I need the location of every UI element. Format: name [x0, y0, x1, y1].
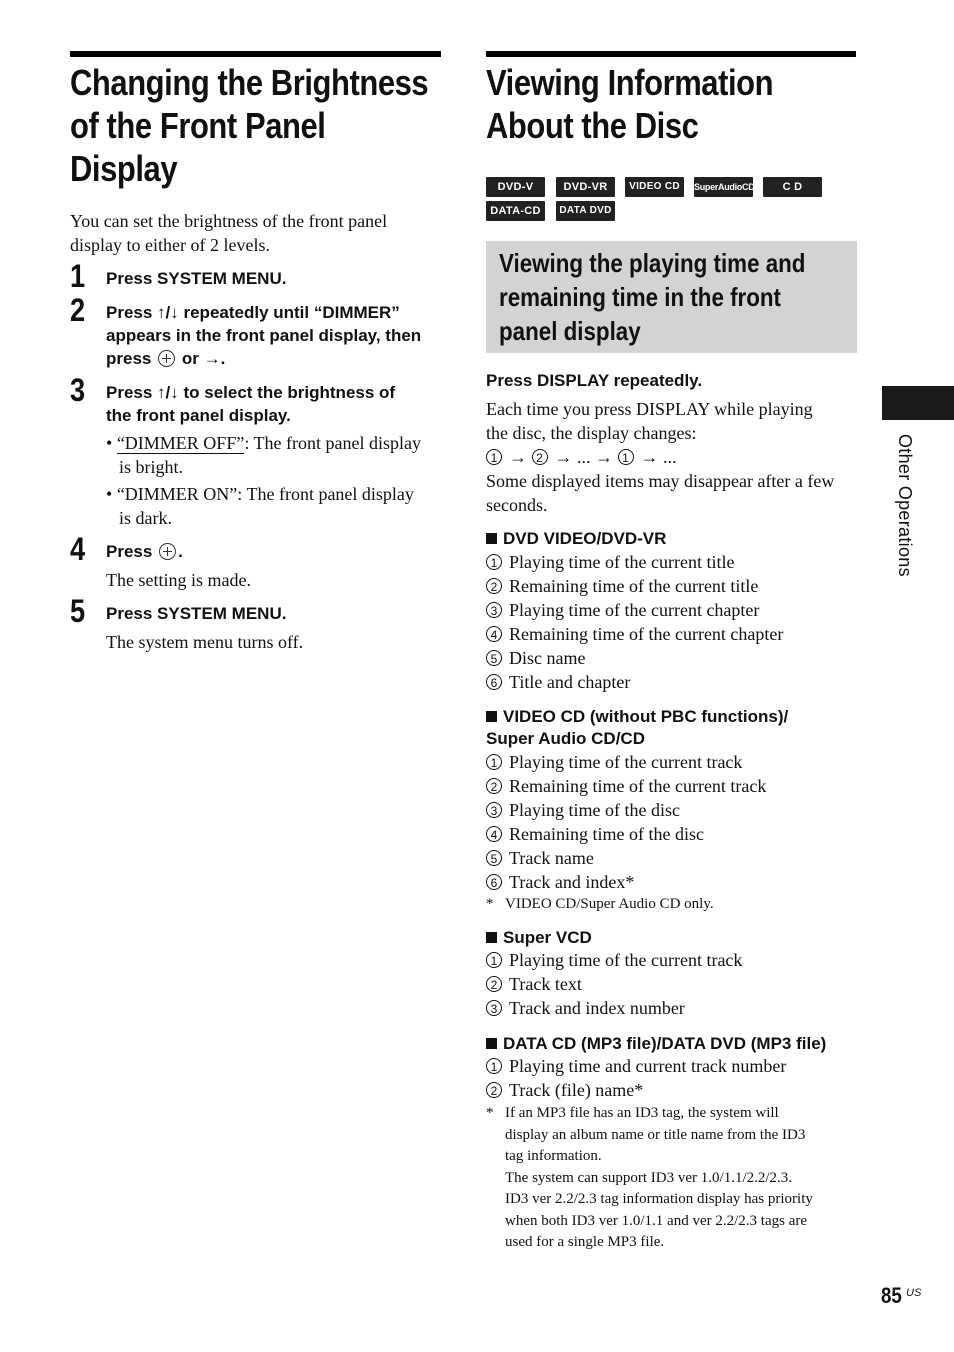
badge-video-cd: VIDEO CD: [625, 177, 684, 197]
badge-dvd-vr: DVD-VR: [556, 177, 615, 197]
list-item: 1 Playing time of the current track: [486, 751, 766, 775]
display-intro: Each time you press DISPLAY while playing the disc, the display changes: 1 → 2 → ... → 1 → ... Some displayed items may disappear after a few seconds.: [486, 399, 835, 515]
square-bullet-icon: [486, 711, 497, 722]
list-data-cd: [486, 1055, 786, 1103]
list-item: 1 Playing time and current track number: [486, 1055, 786, 1079]
right-page-title: Viewing Information About the Disc: [486, 62, 774, 146]
list-item: 3 Playing time of the current chapter: [486, 599, 783, 623]
step-4-number: 4: [70, 531, 86, 567]
list-dvd: [486, 551, 783, 694]
step-3-number: 3: [70, 372, 86, 408]
list-item: 5 Track name: [486, 847, 766, 871]
section-tab-marker: [882, 386, 954, 420]
footnote-data-cd: * If an MP3 file has an ID3 tag, the system will display an album name or title name from the ID3 tag information. The system can support ID3 ver 1.0/1.1/2.2/2.3. ID3 ver 2.2/2.3 tag information display has priority when both ID3 ver 1.0/1.1 and ver 2.2/2.3 tags are used for a single MP3 file.: [486, 1105, 813, 1250]
square-bullet-icon: [486, 1038, 497, 1049]
footnote-video-cd: * VIDEO CD/Super Audio CD only.: [486, 896, 714, 912]
section-heading-super-vcd: Super VCD: [486, 927, 592, 949]
left-title-rule: [70, 51, 441, 57]
list-item: 4 Remaining time of the disc: [486, 823, 766, 847]
list-item: 2 Track text: [486, 973, 742, 997]
page-number-suffix: US: [906, 1287, 922, 1299]
square-bullet-icon: [486, 932, 497, 943]
left-page-title: Changing the Brightness of the Front Panel Display: [70, 62, 429, 189]
step-4-text: Press .: [106, 542, 183, 561]
enter-button-icon: [159, 543, 176, 560]
bullet-dimmer-on: • “DIMMER ON”: The front panel display is dark.: [106, 484, 414, 528]
enter-button-icon: [158, 350, 175, 367]
step-5-number: 5: [70, 593, 86, 629]
subsection-title: Viewing the playing time and remaining time in the front panel display: [499, 248, 806, 346]
section-heading-video-cd: VIDEO CD (without PBC functions)/ Super Audio CD/CD: [486, 707, 789, 748]
right-title-rule: [486, 51, 856, 57]
section-heading-dvd: DVD VIDEO/DVD-VR: [486, 528, 666, 550]
badge-cd: C D: [763, 177, 822, 197]
list-super-vcd: [486, 949, 742, 1021]
step-4-result: The setting is made.: [106, 570, 251, 590]
left-intro: You can set the brightness of the front panel display to either of 2 levels.: [70, 211, 388, 255]
list-item: 4 Remaining time of the current chapter: [486, 623, 783, 647]
badge-super-audio-cd: SuperAudioCD: [694, 177, 753, 197]
list-item: 2 Remaining time of the current title: [486, 575, 783, 599]
bullet-dimmer-off: • “DIMMER OFF”: The front panel display is bright.: [106, 433, 421, 477]
step-1-text: Press SYSTEM MENU.: [106, 269, 287, 288]
list-item: 6 Track and index*: [486, 871, 766, 895]
step-5-result: The system menu turns off.: [106, 632, 304, 652]
list-item: 1 Playing time of the current title: [486, 551, 783, 575]
press-display-instruction: Press DISPLAY repeatedly.: [486, 371, 703, 390]
side-tab-label: Other Operations: [895, 434, 915, 577]
subsection-header-box: [486, 241, 857, 353]
step-3-text: Press ↑/↓ to select the brightness of the front panel display.: [106, 383, 396, 425]
page-number: 85: [881, 1283, 902, 1308]
list-item: 2 Remaining time of the current track: [486, 775, 766, 799]
section-heading-data-cd: DATA CD (MP3 file)/DATA DVD (MP3 file): [486, 1033, 826, 1055]
badge-data-dvd: DATA DVD: [556, 201, 615, 221]
badge-dvd-v: DVD-V: [486, 177, 545, 197]
display-sequence: 1 → 2 → ... → 1 → ...: [486, 445, 834, 469]
step-2-number: 2: [70, 292, 86, 328]
list-item: 2 Track (file) name*: [486, 1079, 786, 1103]
list-item: 3 Track and index number: [486, 997, 742, 1021]
list-item: 5 Disc name: [486, 647, 783, 671]
list-item: 6 Title and chapter: [486, 671, 783, 695]
step-1-number: 1: [70, 258, 86, 294]
step-5-text: Press SYSTEM MENU.: [106, 604, 287, 623]
badge-data-cd: DATA-CD: [486, 201, 545, 221]
list-item: 3 Playing time of the disc: [486, 799, 766, 823]
step-2-text: Press ↑/↓ repeatedly until “DIMMER” appears in the front panel display, then press or →.: [106, 303, 422, 368]
list-item: 1 Playing time of the current track: [486, 949, 742, 973]
list-video-cd: [486, 751, 766, 894]
square-bullet-icon: [486, 533, 497, 544]
